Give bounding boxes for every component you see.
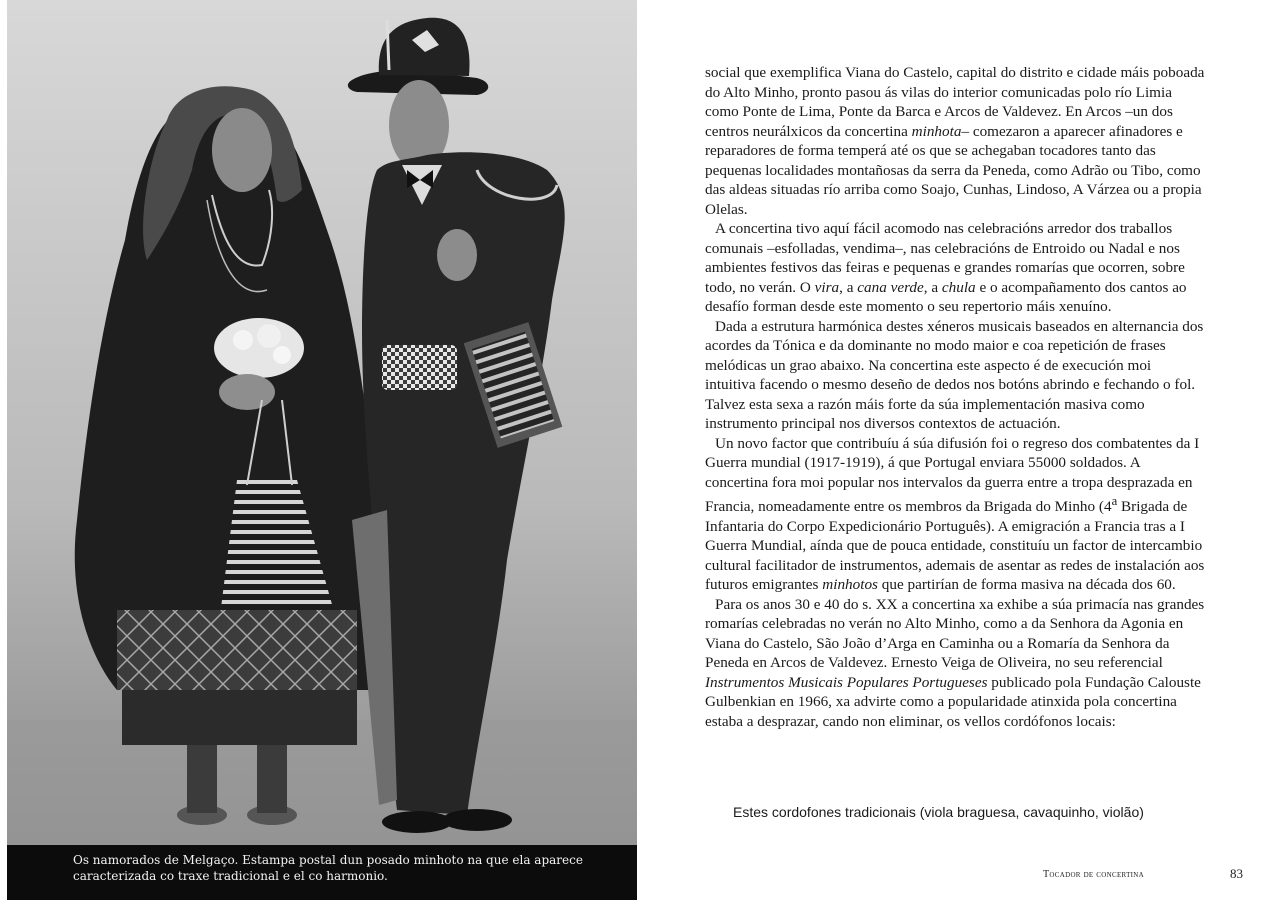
paragraph-2 (705, 219, 1205, 317)
text-run: , a (839, 278, 858, 296)
text-run: que partirían de forma masiva na década dos 60. (877, 576, 1176, 594)
italic-term: chula (941, 278, 976, 296)
caption-line-1: Os namorados de Melgaço. Estampa postal dun posado minhoto na que ela aparece (73, 853, 583, 867)
paragraph-1 (705, 63, 1205, 219)
text-run: publicado pola Fundação Calouste Gulbenkian en 1966, xa advirte como a popularidade atinxida pola concertina estaba a desprazar, cando non eliminar, os vellos cordófonos locais: (705, 673, 1201, 730)
text-run: Brigada de Infantaria do Corpo Expedicionário Português). A emigración a Francia tras a I Guerra Mundial, aínda que de pouca entidade, constituíu un factor de intercambio cultural facilitador de instrumentos, ademais de asentar as redes de instalación aos futuros emigrantes (705, 498, 1205, 594)
vintage-postcard-photo (7, 0, 637, 845)
text-run: A concertina tivo aquí fácil acomodo nas celebracións arredor dos traballos comunais –esfolladas, vendima–, nas celebracións de Entroido ou Nadal e nos ambientes festivos das feiras e pequenas e grandes romarías que ocorren, sobre todo, no verán. O (705, 220, 1185, 296)
photo-caption-bar (7, 845, 637, 900)
text-run: Para os anos 30 e 40 do s. XX a concertina xa exhibe a súa primacía nas grandes romarías celebradas no verán no Alto Minho, como a da Senhora da Agonia en Viana do Castelo, São João d’Arga en Caminha ou a Romaría da Senhora da Peneda en Arcos de Valdevez. Ernesto Veiga de Oliveira, no seu referencial (705, 595, 1205, 672)
body-text (705, 63, 1205, 731)
couple-illustration (7, 0, 637, 845)
page-number: 83 (1230, 866, 1243, 881)
paragraph-4 (705, 434, 1205, 595)
photo-caption (73, 852, 593, 884)
block-quote: Estes cordofones tradicionais (viola braguesa, cavaquinho, violão) (733, 804, 1144, 820)
caption-line-2: caracterizada co traxe tradicional e el co harmonio. (73, 869, 388, 883)
italic-term: cana verde (857, 278, 924, 296)
text-run: – comezaron a aparecer afinadores e reparadores de forma temperá até os que se achegaban tocadores tanto das pequenas localidades montañosas da serra da Peneda, como Adrão ou Tibo, como das aldeas situadas río arriba como Soajo, Cunhas, Lindoso, A Várzea ou a propia Olelas. (705, 122, 1202, 218)
superscript: a (1111, 494, 1118, 508)
italic-term: minhotos (822, 576, 878, 594)
text-run: e o acompañamento dos cantos ao desafío forman desde este momento o seu repertorio máis xenuíno. (705, 278, 1187, 315)
running-head: Tocador de concertina (1043, 869, 1144, 880)
italic-book-title: Instrumentos Musicais Populares Portugueses (705, 673, 988, 691)
paragraph-5 (705, 595, 1205, 732)
italic-term: vira (814, 278, 840, 296)
text-run: Un novo factor que contribuíu á súa difusión foi o regreso dos combatentes da I Guerra mundial (1917-1919), á que Portugal enviara 55000 soldados. A concertina fora moi popular nos intervalos da guerra entre a tropa desprazada en Francia, nomeadamente entre os membros da Brigada do Minho (4 (705, 434, 1200, 516)
paragraph-3: Dada a estrutura harmónica destes xéneros musicais baseados en alternancia dos acordes da Tónica e da dominante no modo maior e coa repetición de frases melódicas un grao abaixo. Na concertina este aspecto é de execución moi intuitiva facendo o mesmo deseño de dedos nos botóns abrindo e fechando o fol. Talvez esta sexa a razón máis forte da súa implementación masiva como instrumento principal nos diversos contextos de actuación. (705, 317, 1204, 432)
italic-term: minhota (911, 122, 962, 140)
text-run: , a (923, 278, 942, 296)
text-run: social que exemplifica Viana do Castelo, capital do distrito e cidade máis poboada do Alto Minho, pronto pasou ás vilas do interior comunicadas polo río Limia como Ponte de Lima, Ponte da Barca e Arcos de Valdevez. En Arcos –un dos centros neurálxicos da concertina (705, 64, 1205, 140)
